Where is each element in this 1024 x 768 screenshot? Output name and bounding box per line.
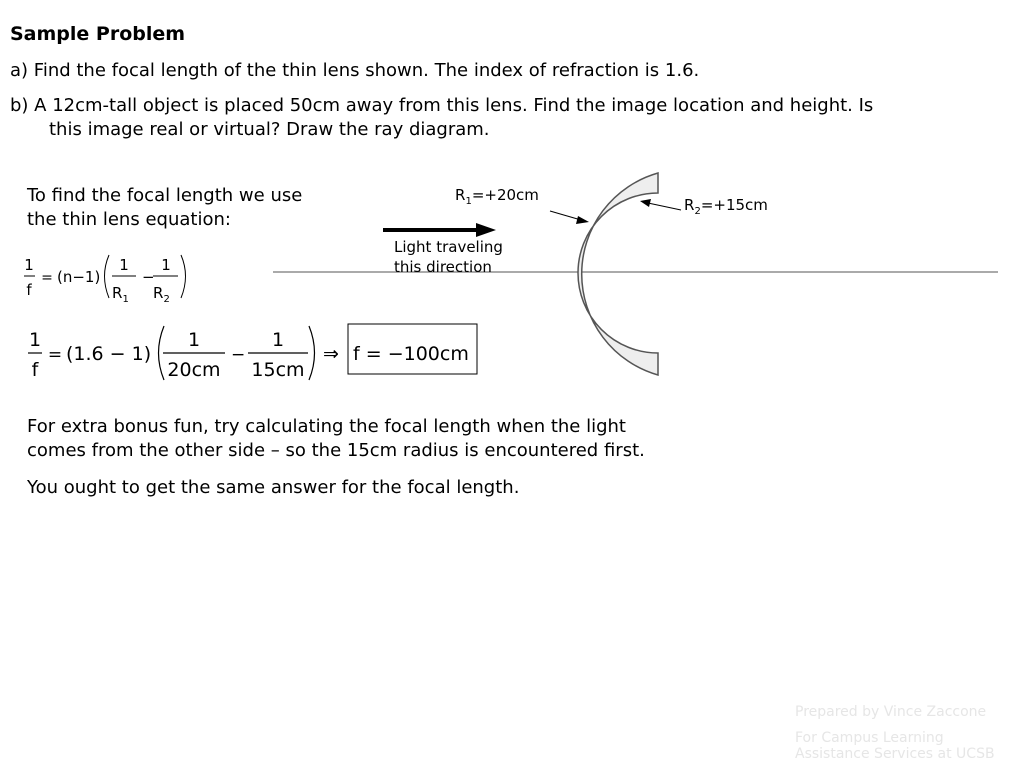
footer-prepared-by: Prepared by Vince Zaccone — [795, 704, 987, 720]
intro-line1: To find the focal length we use — [27, 185, 303, 206]
eq-lhs-numerator: 1 — [24, 256, 34, 274]
eq-minus: − — [142, 268, 155, 286]
num-lhs-numerator: 1 — [28, 329, 42, 351]
bonus-line1: For extra bonus fun, try calculating the focal length when the light — [27, 416, 626, 437]
eq-equals: = — [41, 270, 53, 286]
num-t1-numerator: 1 — [187, 329, 201, 351]
r1-pointer-arrowhead — [576, 216, 589, 224]
num-equals: = — [47, 345, 63, 365]
problem-part-a: a) Find the focal length of the thin lens shown. The index of refraction is 1.6. — [10, 60, 700, 81]
eq-t1-denominator: $R_1$ — [112, 284, 129, 305]
r1-pointer-line — [550, 211, 581, 220]
eq-t2-numerator: 1 — [161, 256, 171, 274]
num-lhs-denominator: f — [31, 359, 39, 381]
bonus-line2: comes from the other side – so the 15cm radius is encountered first. — [27, 440, 645, 461]
light-arrow-icon — [476, 223, 496, 237]
bonus-line3: You ought to get the same answer for the focal length. — [27, 477, 520, 498]
eq-t2-denominator: $R_2$ — [153, 284, 170, 305]
eq-n-factor: (n−1) — [57, 268, 101, 286]
eq-t1-numerator: 1 — [119, 256, 129, 274]
light-direction-label-line1: Light traveling — [394, 238, 503, 256]
lens-diagram — [270, 165, 1005, 385]
problem-part-b-line2: this image real or virtual? Draw the ray diagram. — [49, 119, 490, 140]
footer-org-line1: For Campus Learning — [795, 730, 944, 746]
r1-label: $R_1=+20cm$ — [455, 186, 539, 207]
num-minus: − — [231, 345, 246, 365]
light-direction-label-line2: this direction — [394, 258, 492, 276]
eq-left-paren — [105, 255, 110, 298]
page-title: Sample Problem — [10, 23, 186, 45]
intro-line2: the thin lens equation: — [27, 209, 231, 230]
num-t2-numerator: 1 — [271, 329, 285, 351]
answer-text: f = −100cm — [353, 343, 469, 365]
r2-label: $R_2=+15cm$ — [684, 196, 768, 217]
num-n-factor: (1.6 − 1) — [66, 343, 152, 365]
implies-arrow: ⇒ — [323, 343, 339, 365]
num-t1-denominator: 20cm — [167, 359, 221, 381]
r2-pointer-line — [648, 203, 681, 210]
footer-org-line2: Assistance Services at UCSB — [795, 746, 995, 762]
eq-lhs-denominator: f — [26, 281, 32, 299]
thin-lens-equation — [20, 248, 200, 308]
r2-pointer-arrowhead — [640, 199, 651, 207]
eq-right-paren — [181, 255, 186, 298]
problem-part-b-line1: b) A 12cm-tall object is placed 50cm away from this lens. Find the image location and height. Is — [10, 95, 874, 116]
num-t2-denominator: 15cm — [251, 359, 305, 381]
